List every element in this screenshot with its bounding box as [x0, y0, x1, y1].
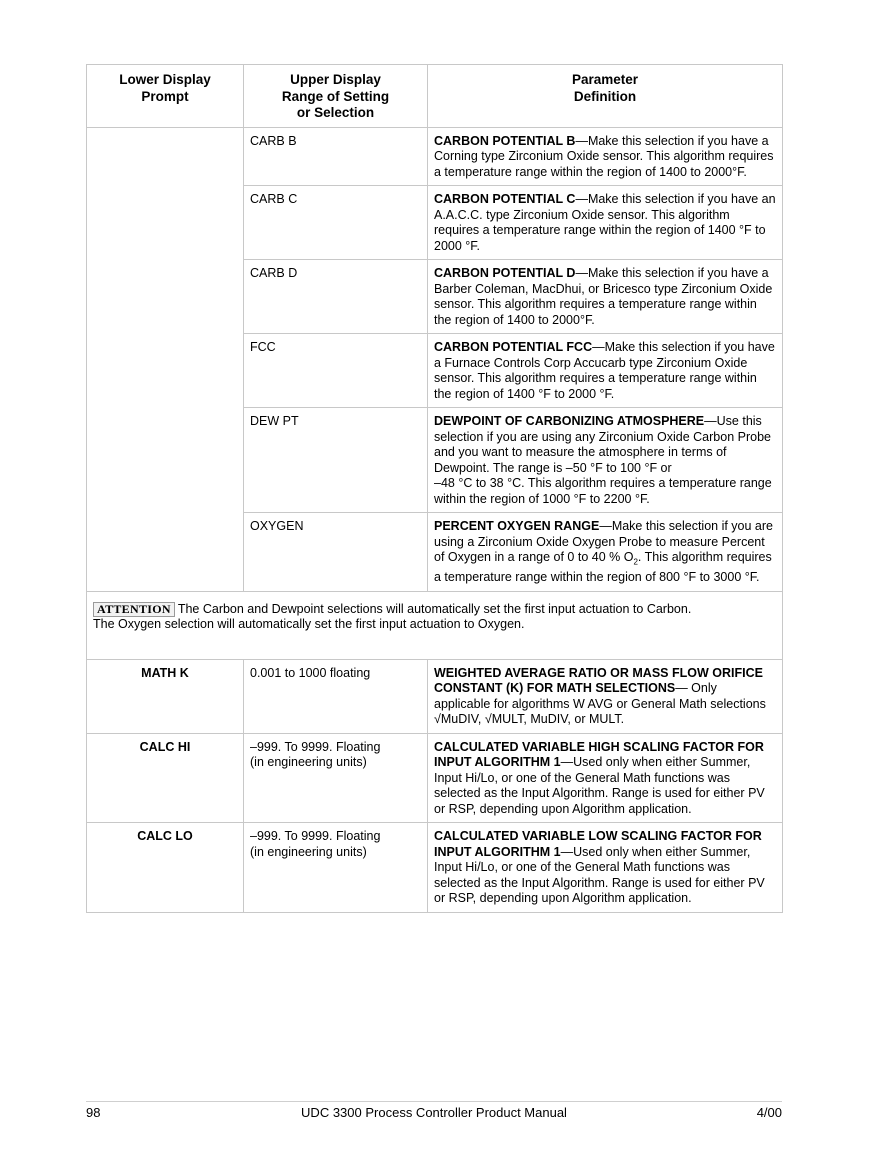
range-cell: FCC — [244, 334, 428, 408]
footer-title: UDC 3300 Process Controller Product Manual — [301, 1105, 567, 1120]
attention-row — [87, 591, 783, 659]
range-cell: OXYGEN — [244, 513, 428, 592]
attention-badge: ATTENTION — [93, 602, 175, 617]
definition-cell: CARBON POTENTIAL D—Make this selection if you have a Barber Coleman, MacDhui, or Bricesco type Zirconium Oxide sensor. This algorithm requires a temperature range within the region of 1400 to 2000°F. — [428, 260, 783, 334]
prompt-cell: CALC LO — [87, 823, 244, 913]
range-cell: DEW PT — [244, 408, 428, 513]
definition-cell: CARBON POTENTIAL C—Make this selection if you have an A.A.C.C. type Zirconium Oxide sensor. This algorithm requires a temperature range within the region of 1400 °F to 2000 °F. — [428, 186, 783, 260]
table-row — [87, 823, 783, 913]
range-cell: –999. To 9999. Floating (in engineering units) — [244, 733, 428, 823]
definition-cell: DEWPOINT OF CARBONIZING ATMOSPHERE—Use this selection if you are using any Zirconium Oxide Carbon Probe and you want to measure the atmosphere in terms of Dewpoint. The range is –50 °F to 100 °F or –48 °C to 38 °C. This algorithm requires a temperature range within the region of 1000 °F to 2200 °F. — [428, 408, 783, 513]
oxygen-subscript: 2 — [633, 557, 638, 567]
prompt-cell: MATH K — [87, 659, 244, 733]
table-row — [87, 127, 783, 186]
attention-line-1: The Carbon and Dewpoint selections will automatically set the first input actuation to Carbon. — [177, 601, 692, 616]
parameter-table — [86, 64, 783, 913]
definition-cell: PERCENT OXYGEN RANGE—Make this selection if you are using a Zirconium Oxide Oxygen Probe to measure Percent of Oxygen in a range of 0 to 40 % $O_2$. This algorithm requires a temperature range within the region of 800 °F to 3000 °F. — [428, 513, 783, 592]
range-cell: CARB D — [244, 260, 428, 334]
definition-cell: CARBON POTENTIAL FCC—Make this selection if you have a Furnace Controls Corp Accucarb type Zirconium Oxide sensor. This algorithm requires a temperature range within the region of 1400 °F to 2000 °F. — [428, 334, 783, 408]
prompt-cell: CALC HI — [87, 733, 244, 823]
definition-cell: CARBON POTENTIAL B—Make this selection if you have a Corning type Zirconium Oxide sensor. This algorithm requires a temperature range within the region of 1400 to 2000°F. — [428, 127, 783, 186]
table-row — [87, 659, 783, 733]
header-parameter-definition: Parameter Definition — [428, 65, 783, 128]
table-header-row — [87, 65, 783, 128]
table-row — [87, 733, 783, 823]
attention-note — [87, 591, 783, 659]
footer-divider — [86, 1101, 782, 1102]
empty-prompt-cell — [87, 127, 244, 591]
header-upper-display-range: Upper Display Range of Setting or Selection — [244, 65, 428, 128]
definition-cell: WEIGHTED AVERAGE RATIO OR MASS FLOW ORIFICE CONSTANT (K) FOR MATH SELECTIONS— Only applicable for algorithms W AVG or General Math selections √MuDIV, √MULT, MuDIV, or MULT. — [428, 659, 783, 733]
range-cell: –999. To 9999. Floating (in engineering units) — [244, 823, 428, 913]
footer-page-number: 98 — [86, 1105, 101, 1120]
range-cell: CARB B — [244, 127, 428, 186]
footer-date: 4/00 — [756, 1105, 782, 1120]
definition-cell: CALCULATED VARIABLE HIGH SCALING FACTOR FOR INPUT ALGORITHM 1—Used only when either Summer, Input Hi/Lo, or one of the General Math functions was selected as the Input Algorithm. Range is used for either PV or RSP, depending upon Algorithm application. — [428, 733, 783, 823]
attention-line-2: The Oxygen selection will automatically set the first input actuation to Oxygen. — [93, 617, 525, 631]
header-lower-display-prompt: Lower Display Prompt — [87, 65, 244, 128]
definition-cell: CALCULATED VARIABLE LOW SCALING FACTOR FOR INPUT ALGORITHM 1—Used only when either Summer, Input Hi/Lo, or one of the General Math functions was selected as the Input Algorithm. Range is used for either PV or RSP, depending upon Algorithm application. — [428, 823, 783, 913]
range-cell: CARB C — [244, 186, 428, 260]
range-cell: 0.001 to 1000 floating — [244, 659, 428, 733]
